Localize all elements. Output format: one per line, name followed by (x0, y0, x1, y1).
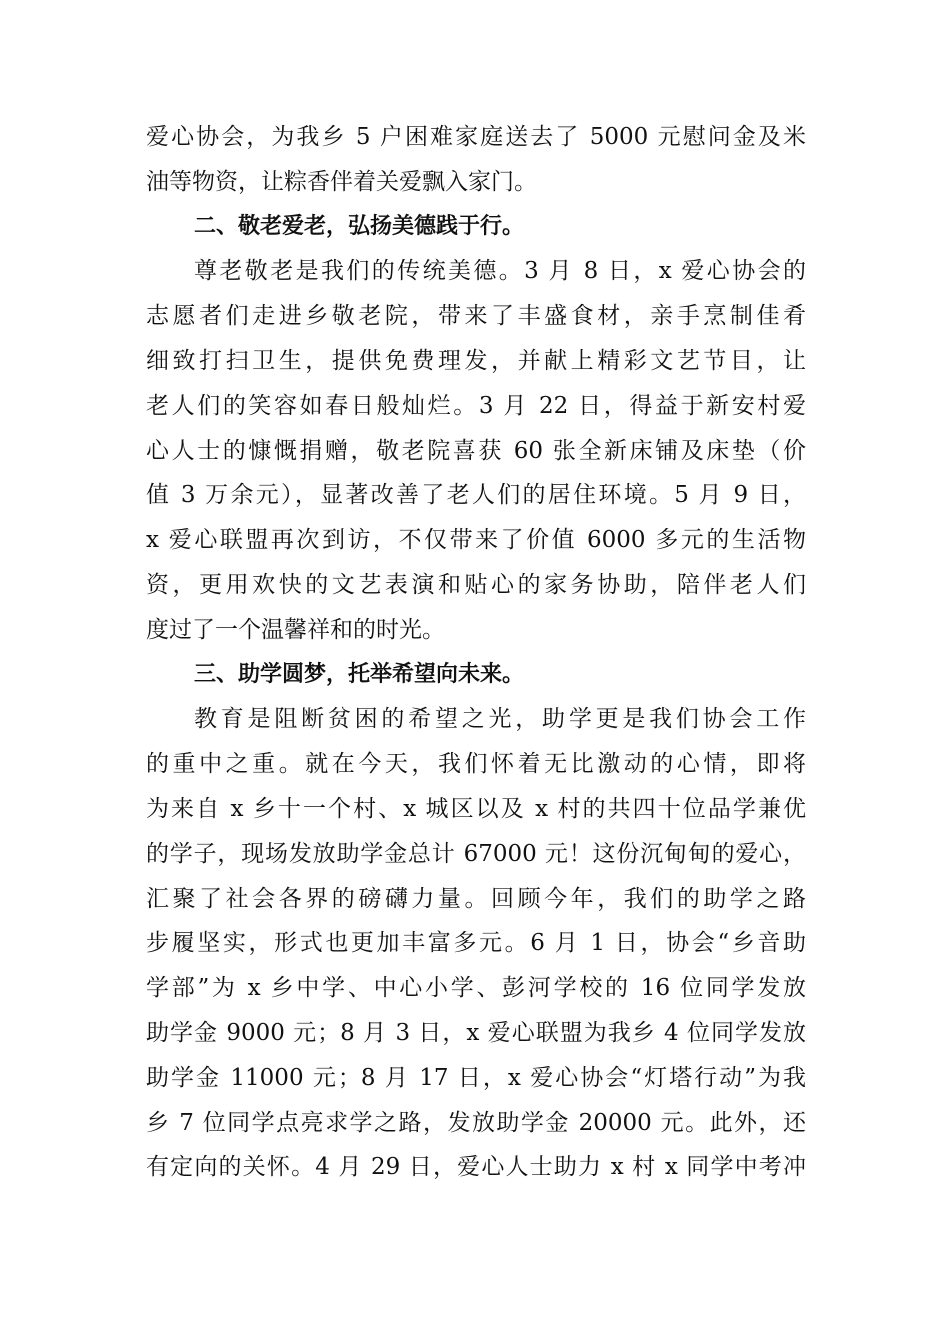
document-page (146, 115, 806, 1190)
text-line: 为来自 x 乡十一个村、x 城区以及 x 村的共四十位品学兼优 (146, 795, 806, 822)
text-line: 值 3 万余元），显著改善了老人们的居住环境。5 月 9 日， (146, 482, 806, 509)
text-line: 尊老敬老是我们的传统美德。3 月 8 日，x 爱心协会的 (194, 258, 806, 285)
text-line: 助学金 9000 元；8 月 3 日，x 爱心联盟为我乡 4 位同学发放 (146, 1019, 806, 1046)
text-line: 心人士的慷慨捐赠，敬老院喜获 60 张全新床铺及床垫（价 (146, 437, 806, 464)
text-line: 油等物资，让粽香伴着关爱飘入家门。 (146, 168, 537, 195)
text-line: 乡 7 位同学点亮求学之路，发放助学金 20000 元。此外，还 (146, 1109, 806, 1136)
text-line: 的重中之重。就在今天，我们怀着无比激动的心情，即将 (146, 751, 806, 778)
paragraph (146, 115, 806, 205)
paragraph (146, 249, 806, 652)
paragraph (146, 697, 806, 1190)
text-line: 汇聚了社会各界的磅礴力量。回顾今年，我们的助学之路 (146, 885, 806, 912)
text-line: 资，更用欢快的文艺表演和贴心的家务协助，陪伴老人们 (146, 571, 806, 598)
text-line: 细致打扫卫生，提供免费理发，并献上精彩文艺节目，让 (146, 347, 806, 374)
text-line: 三、助学圆梦，托举希望向未来。 (194, 661, 525, 687)
text-line: 有定向的关怀。4 月 29 日，爱心人士助力 x 村 x 同学中考冲 (146, 1154, 806, 1181)
text-line: 志愿者们走进乡敬老院，带来了丰盛食材，亲手烹制佳肴 (146, 303, 806, 330)
text-line: 二、敬老爱老，弘扬美德践于行。 (194, 213, 525, 239)
text-line: 爱心协会，为我乡 5 户困难家庭送去了 5000 元慰问金及米 (146, 124, 806, 150)
text-line: 学部”为 x 乡中学、中心小学、彭河学校的 16 位同学发放 (146, 975, 806, 1002)
section-heading (146, 205, 806, 250)
text-line: 步履坚实，形式也更加丰富多元。6 月 1 日，协会“乡音助 (146, 930, 806, 957)
text-line: 教育是阻断贫困的希望之光，助学更是我们协会工作 (194, 706, 806, 733)
section-heading (146, 653, 806, 698)
text-line: 老人们的笑容如春日般灿烂。3 月 22 日，得益于新安村爱 (146, 392, 806, 419)
text-line: x 爱心联盟再次到访，不仅带来了价值 6000 多元的生活物 (146, 527, 806, 554)
text-line: 的学子，现场发放助学金总计 67000 元！这份沉甸甸的爱心， (146, 840, 806, 867)
text-line: 度过了一个温馨祥和的时光。 (146, 616, 445, 643)
text-line: 助学金 11000 元；8 月 17 日，x 爱心协会“灯塔行动”为我 (146, 1064, 806, 1091)
